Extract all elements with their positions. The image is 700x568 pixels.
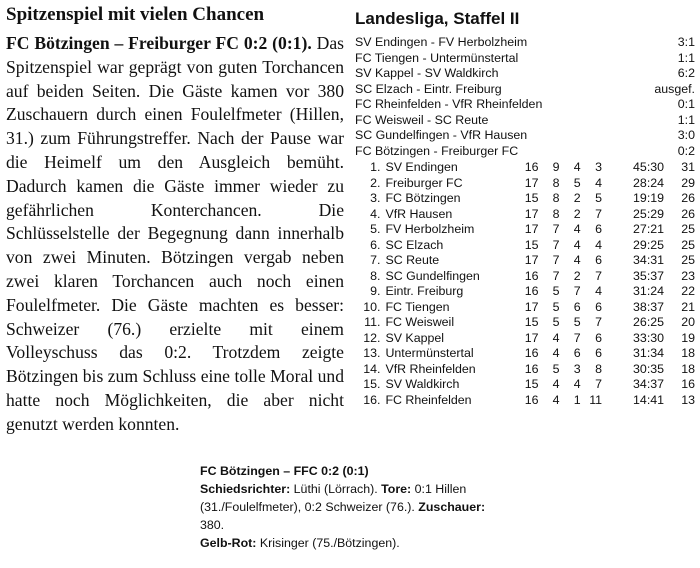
standing-goals: 28:24 (633, 175, 665, 190)
standing-losses: 3 (595, 160, 603, 174)
standing-goals: 25:29 (633, 206, 665, 221)
standing-points: 19 (681, 330, 695, 345)
standing-rank: 9. (370, 284, 381, 298)
standing-rank: 5. (370, 222, 381, 236)
standing-team: Freiburger FC (385, 175, 463, 190)
standing-draws: 6 (573, 346, 581, 360)
result-match: FC Bötzingen - Freiburger FC (355, 143, 519, 158)
standing-points: 26 (681, 206, 695, 221)
card-value: Krisinger (75./Bötzingen). (256, 536, 400, 550)
card-line (200, 534, 490, 552)
standing-losses: 7 (595, 206, 603, 221)
standing-draws: 2 (573, 268, 581, 283)
result-row (355, 97, 695, 113)
standings-row (355, 269, 695, 285)
standing-games: 15 (524, 237, 539, 252)
standing-losses: 11 (589, 392, 603, 407)
standing-wins: 7 (552, 268, 560, 283)
standing-wins: 7 (552, 222, 560, 236)
standing-rank: 15. (363, 377, 381, 391)
standing-wins: 5 (552, 299, 560, 314)
standings-row (355, 207, 695, 223)
standings-row (355, 191, 695, 207)
standing-losses: 4 (595, 284, 603, 298)
standing-losses: 7 (595, 315, 603, 329)
result-match: SC Elzach - Eintr. Freiburg (355, 81, 502, 96)
standing-goals: 34:37 (633, 377, 665, 391)
standing-goals: 29:25 (633, 237, 665, 252)
match-info-headline: FC Bötzingen – FFC 0:2 (0:1) (200, 464, 369, 478)
standing-wins: 7 (552, 237, 560, 252)
standing-points: 26 (681, 191, 695, 205)
standing-losses: 8 (595, 361, 603, 376)
standings-row (355, 377, 695, 393)
standing-team: Eintr. Freiburg (385, 284, 464, 298)
standing-losses: 6 (595, 222, 603, 236)
standing-losses: 4 (595, 237, 603, 252)
result-score: 1:1 (677, 50, 695, 65)
standing-draws: 7 (573, 284, 581, 298)
result-row (355, 66, 695, 82)
standing-games: 16 (524, 346, 539, 360)
result-row (355, 35, 695, 51)
standing-wins: 5 (552, 361, 560, 376)
result-score: 0:2 (677, 143, 695, 158)
standing-wins: 8 (552, 175, 560, 190)
standing-wins: 4 (552, 346, 560, 360)
standing-rank: 11. (364, 315, 381, 329)
standing-rank: 12. (363, 330, 381, 345)
standing-rank: 1. (370, 160, 381, 174)
standings-row (355, 300, 695, 316)
standing-games: 16 (524, 268, 539, 283)
standing-goals: 45:30 (633, 160, 665, 174)
league-panel (355, 8, 695, 408)
standing-team: VfR Rheinfelden (385, 361, 476, 376)
standing-rank: 13. (363, 346, 381, 360)
standing-team: FC Tiengen (385, 299, 450, 314)
standings-row (355, 331, 695, 347)
standing-rank: 14. (363, 361, 381, 376)
standing-games: 15 (524, 191, 539, 205)
standing-points: 21 (681, 299, 695, 314)
article (6, 4, 344, 437)
standing-games: 15 (524, 315, 539, 329)
result-match: SC Gundelfingen - VfR Hausen (355, 128, 528, 142)
standing-goals: 30:35 (633, 361, 665, 376)
article-headline: Spitzenspiel mit vielen Chancen (6, 4, 265, 25)
standing-games: 16 (524, 284, 539, 298)
standings-row (355, 222, 695, 238)
standing-goals: 33:30 (633, 330, 665, 345)
standing-rank: 10. (363, 299, 381, 314)
result-match: FC Weisweil - SC Reute (355, 112, 489, 127)
result-score: 0:1 (677, 97, 695, 111)
standing-wins: 7 (552, 253, 560, 267)
standing-points: 25 (681, 222, 695, 236)
goals-value: 0:1 Hillen (31./Foulelfmeter), 0:2 Schweizer (76.). (200, 482, 467, 514)
standing-points: 23 (681, 268, 695, 283)
standing-draws: 5 (573, 175, 581, 190)
standings-row (355, 315, 695, 331)
standing-losses: 6 (595, 330, 603, 345)
standing-games: 16 (524, 392, 539, 407)
standing-team: SC Reute (385, 253, 440, 267)
result-score: ausgef. (654, 81, 695, 96)
standing-draws: 4 (573, 222, 581, 236)
result-match: SV Kappel - SV Waldkirch (355, 66, 499, 80)
standing-points: 25 (681, 237, 695, 252)
standings-row (355, 362, 695, 378)
referee-value: Lüthi (Lörrach). (290, 482, 382, 496)
result-match: FC Rheinfelden - VfR Rheinfelden (355, 97, 543, 111)
standing-points: 25 (681, 253, 695, 267)
standings-row (355, 176, 695, 192)
standing-rank: 7. (370, 253, 381, 267)
referee-label: Schiedsrichter: (200, 482, 291, 496)
standings-table (355, 160, 695, 408)
standings-row (355, 253, 695, 269)
standing-goals: 31:24 (633, 284, 665, 298)
standings-row (355, 284, 695, 300)
standing-goals: 14:41 (633, 392, 665, 407)
spectators-value: 380. (200, 518, 225, 532)
standing-points: 20 (681, 315, 695, 329)
result-row (355, 113, 695, 129)
standing-games: 16 (524, 361, 539, 376)
standing-draws: 5 (573, 315, 581, 329)
standing-rank: 3. (370, 191, 381, 205)
standing-points: 29 (681, 175, 695, 190)
standing-draws: 4 (573, 160, 581, 174)
standing-rank: 6. (370, 237, 381, 252)
standing-draws: 6 (573, 299, 581, 314)
standings-row (355, 238, 695, 254)
standing-games: 17 (524, 253, 539, 267)
standing-team: FC Weisweil (385, 315, 455, 329)
result-row (355, 144, 695, 160)
standing-games: 17 (524, 222, 539, 236)
standing-team: FC Bötzingen (385, 191, 461, 205)
goals-label: Tore: (381, 482, 412, 496)
standing-wins: 4 (552, 392, 560, 407)
result-score: 6:2 (677, 66, 695, 80)
standing-draws: 7 (573, 330, 581, 345)
standing-draws: 2 (573, 191, 581, 205)
standing-team: Untermünstertal (385, 346, 474, 360)
standing-goals: 26:25 (633, 315, 665, 329)
standing-team: SC Elzach (385, 237, 444, 252)
result-score: 3:0 (677, 128, 695, 142)
standing-wins: 5 (552, 315, 560, 329)
standing-team: FV Herbolzheim (385, 222, 475, 236)
standing-points: 13 (681, 392, 695, 407)
standing-rank: 8. (370, 268, 381, 283)
match-info-details (200, 480, 490, 534)
standing-draws: 4 (573, 377, 581, 391)
result-match: FC Tiengen - Untermünstertal (355, 50, 519, 65)
standing-team: SV Endingen (385, 160, 458, 174)
standing-points: 18 (681, 346, 695, 360)
standing-goals: 38:37 (633, 299, 665, 314)
standing-goals: 27:21 (633, 222, 665, 236)
standings-row (355, 346, 695, 362)
standings-row (355, 160, 695, 176)
standing-losses: 6 (595, 346, 603, 360)
standing-games: 17 (524, 299, 539, 314)
standing-losses: 7 (595, 377, 603, 391)
standing-goals: 35:37 (633, 268, 665, 283)
standing-wins: 4 (552, 330, 560, 345)
standing-draws: 4 (573, 237, 581, 252)
standing-rank: 2. (370, 175, 381, 190)
standing-games: 17 (524, 206, 539, 221)
card-label: Gelb-Rot: (200, 536, 257, 550)
standing-points: 22 (681, 284, 695, 298)
standings-row (355, 393, 695, 409)
standing-draws: 1 (573, 392, 581, 407)
standing-losses: 5 (595, 191, 603, 205)
standing-wins: 8 (552, 191, 560, 205)
result-row (355, 128, 695, 144)
results-list (355, 35, 695, 159)
match-info-box (200, 462, 490, 552)
standing-losses: 6 (595, 253, 603, 267)
result-row (355, 51, 695, 67)
standing-losses: 7 (595, 268, 603, 283)
standing-losses: 6 (595, 299, 603, 314)
standing-team: FC Rheinfelden (385, 392, 472, 407)
result-score: 3:1 (677, 35, 695, 49)
standing-team: SV Kappel (385, 330, 445, 345)
result-score: 1:1 (677, 112, 695, 127)
standing-games: 15 (524, 377, 539, 391)
standing-draws: 2 (573, 206, 581, 221)
standing-games: 17 (524, 175, 539, 190)
standing-draws: 3 (573, 361, 581, 376)
standing-goals: 19:19 (633, 191, 665, 205)
result-match: SV Endingen - FV Herbolzheim (355, 35, 528, 49)
standing-points: 18 (681, 361, 695, 376)
standing-rank: 4. (370, 206, 381, 221)
article-body (6, 32, 344, 437)
spectators-label: Zuschauer: (418, 500, 486, 514)
standing-goals: 34:31 (633, 253, 665, 267)
standing-games: 17 (524, 330, 539, 345)
standing-wins: 4 (552, 377, 560, 391)
article-lead: FC Bötzingen – Freiburger FC 0:2 (0:1). (6, 33, 312, 53)
standing-team: SC Gundelfingen (385, 268, 480, 283)
standing-team: SV Waldkirch (385, 377, 460, 391)
standing-wins: 5 (552, 284, 560, 298)
standing-draws: 4 (573, 253, 581, 267)
standing-wins: 9 (552, 160, 560, 174)
standing-games: 16 (524, 160, 539, 174)
standing-rank: 16. (363, 392, 381, 407)
standing-points: 31 (681, 160, 695, 174)
standing-team: VfR Hausen (385, 206, 453, 221)
standing-losses: 4 (595, 175, 603, 190)
result-row (355, 82, 695, 98)
standing-wins: 8 (552, 206, 560, 221)
league-title: Landesliga, Staffel II (355, 9, 520, 28)
standing-points: 16 (681, 377, 695, 391)
article-text: Das Spitzenspiel war geprägt von guten Torchancen auf beiden Seiten. Die Gäste kamen vor 380 Zuschauern durch einen Foulelfmeter (Hillen, 31.) zum Führungstreffer. Nach der Pause war die Heimelf um den Ausgleich bemüht. Dadurch kamen die Gäste immer wieder zu gefährlichen Konterchancen. Die Schlüsselstelle der Begegnung dann innerhalb von zwei Minuten. Bötzingen vergab neben zwei klaren Torchancen auch noch einen Foulelfmeter. Die Gäste machten es besser: Schweizer (76.) erzielte mit einem Volleyschuss das 0:2. Trotzdem zeigte Bötzingen bis zum Schluss eine tolle Moral und hatte noch Möglichkeiten, die aber nicht genutzt werden konnten. (6, 33, 344, 434)
standing-goals: 31:34 (633, 346, 665, 360)
